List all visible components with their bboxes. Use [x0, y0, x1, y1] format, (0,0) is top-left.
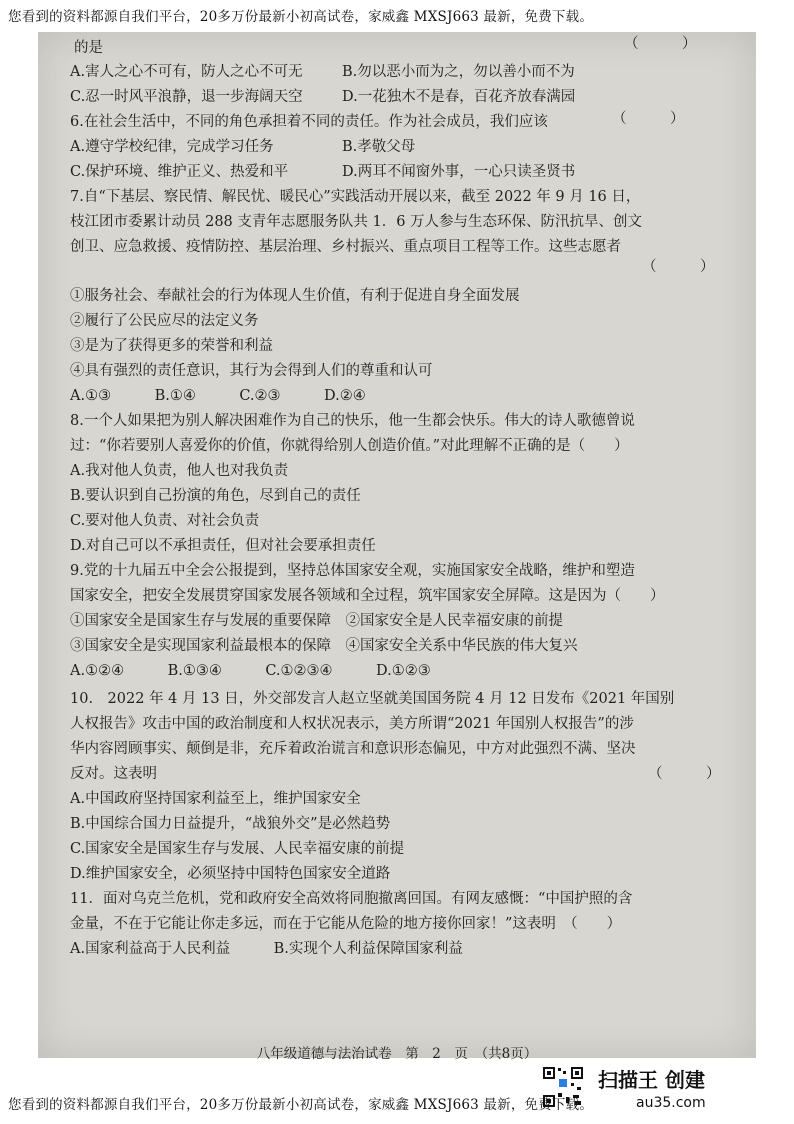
q11-stem-line2: 金量，不在于它能让你走多远，而在于它能从危险的地方接你回家！”这表明 （ ） — [70, 916, 622, 932]
q5-stem-tail: 的是 — [74, 40, 103, 56]
q5-answer-blank: （ ） — [624, 36, 697, 52]
q10-option-b: B.中国综合国力日益提升，“战狼外交”是必然趋势 — [70, 816, 391, 832]
top-banner: 您看到的资料都源自我们平台，20多万份最新小初高试卷，家威鑫 MXSJ663 最新，免费下载。 — [8, 9, 594, 25]
q10-option-d: D.维护国家安全，必须坚持中国特色国家安全道路 — [70, 866, 391, 882]
q5-option-d: D.一花独木不是春，百花齐放春满园 — [342, 89, 576, 105]
q7-stem-line3: 创卫、应急救援、疫情防控、基层治理、乡村振兴、重点项目工程等工作。这些志愿者 — [70, 239, 621, 255]
q8-stem-line1: 8.一个人如果把为别人解决困难作为自己的快乐，他一生都会快乐。伟大的诗人歌德曾说 — [70, 413, 635, 429]
q11-stem-line1: 11．面对乌克兰危机，党和政府安全高效将同胞撤离回国。有网友感慨：“中国护照的含 — [70, 891, 633, 907]
q5-option-b: B.勿以恶小而为之，勿以善小而不为 — [342, 64, 575, 80]
q6-option-a: A.遵守学校纪律，完成学习任务 — [70, 139, 274, 155]
q7-options: A.①③ B.①④ C.②③ D.②④ — [70, 388, 366, 404]
scanner-brand-label: 扫描王 创建 — [598, 1068, 705, 1092]
page-footer: 八年级道德与法治试卷 第 2 页 （共8页） — [256, 1046, 538, 1062]
q9-stem-line1: 9.党的十九届五中全会公报提到，坚持总体国家安全观，实施国家安全战略，维护和塑造 — [70, 563, 635, 579]
q8-option-b: B.要认识到自己扮演的角色，尽到自己的责任 — [70, 488, 361, 504]
q10-stem-line3: 华内容罔顾事实、颠倒是非，充斥着政治谎言和意识形态偏见，中方对此强烈不满、坚决 — [70, 741, 636, 757]
q7-statement-1: ①服务社会、奉献社会的行为体现人生价值，有利于促进自身全面发展 — [70, 288, 520, 304]
q6-option-c: C.保护环境、维护正义、热爱和平 — [70, 164, 289, 180]
q10-option-c: C.国家安全是国家生存与发展、人民幸福安康的前提 — [70, 841, 405, 857]
q8-option-a: A.我对他人负责，他人也对我负责 — [70, 463, 289, 479]
q9-stem-line2: 国家安全，把安全发展贯穿国家发展各领域和全过程，筑牢国家安全屏障。这是因为（ ） — [70, 588, 665, 604]
q9-statements-3-4: ③国家安全是实现国家利益最根本的保障 ④国家安全关系中华民族的伟大复兴 — [70, 638, 578, 654]
q9-statements-1-2: ①国家安全是国家生存与发展的重要保障 ②国家安全是人民幸福安康的前提 — [70, 613, 563, 629]
q8-option-d: D.对自己可以不承担责任，但对社会要承担责任 — [70, 538, 376, 554]
q7-answer-blank: （ ） — [642, 259, 715, 275]
q6-option-d: D.两耳不闻窗外事，一心只读圣贤书 — [342, 164, 576, 180]
q5-option-c: C.忍一时风平浪静，退一步海阔天空 — [70, 89, 303, 105]
q8-option-c: C.要对他人负责、对社会负责 — [70, 513, 260, 529]
q10-stem-line4: 反对。这表明 — [70, 766, 157, 782]
q10-stem-line1: 10. 2022 年 4 月 13 日，外交部发言人赵立坚就美国国务院 4 月 12 日发布《2021 年国别 — [70, 691, 675, 707]
q10-answer-blank: （ ） — [648, 766, 721, 782]
q7-statement-3: ③是为了获得更多的荣誉和利益 — [70, 338, 273, 354]
q9-options: A.①②④ B.①③④ C.①②③④ D.①②③ — [70, 663, 431, 679]
bottom-banner: 您看到的资料都源自我们平台，20多万份最新小初高试卷，家威鑫 MXSJ663 最新，免费下载。 — [8, 1097, 594, 1113]
q6-stem: 6.在社会生活中，不同的角色承担着不同的责任。作为社会成员，我们应该 — [70, 114, 548, 130]
q7-statement-2: ②履行了公民应尽的法定义务 — [70, 313, 259, 329]
q7-stem-line2: 枝江团市委累计动员 288 支青年志愿服务队共 1．6 万人参与生态环保、防汛抗旱、创文 — [70, 214, 643, 230]
scanner-url: au35.com — [636, 1095, 706, 1111]
q6-answer-blank: （ ） — [612, 111, 685, 127]
q11-options-a-b: A.国家利益高于人民利益 B.实现个人利益保障国家利益 — [70, 941, 463, 957]
q5-option-a: A.害人之心不可有，防人之心不可无 — [70, 64, 303, 80]
q10-stem-line2: 人权报告》攻击中国的政治制度和人权状况表示，美方所谓“2021 年国别人权报告”的涉 — [70, 716, 634, 732]
exam-page — [38, 32, 756, 1062]
q6-option-b: B.孝敬父母 — [342, 139, 416, 155]
q10-option-a: A.中国政府坚持国家利益至上，维护国家安全 — [70, 791, 361, 807]
q8-stem-line2: 过：“你若要别人喜爱你的价值，你就得给别人创造价值。”对此理解不正确的是（ ） — [70, 438, 629, 454]
q7-stem-line1: 7.自“下基层、察民情、解民忧、暖民心”实践活动开展以来，截至 2022 年 9 月 16 日， — [70, 189, 641, 205]
q7-statement-4: ④具有强烈的责任意识，其行为会得到人们的尊重和认可 — [70, 363, 433, 379]
